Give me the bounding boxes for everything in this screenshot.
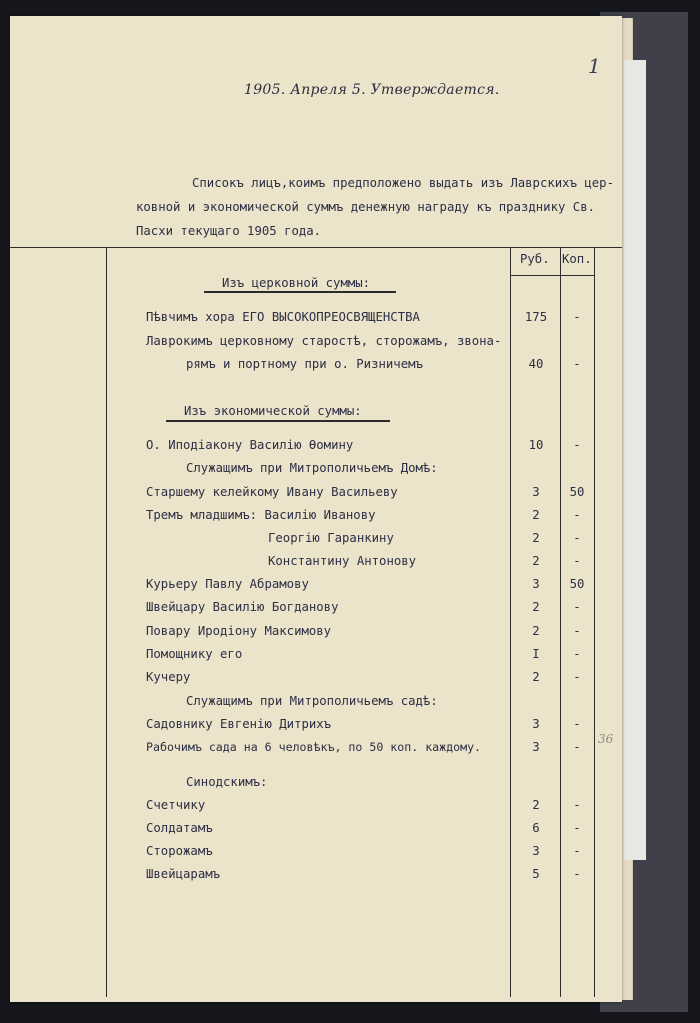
row-kop: - (573, 867, 581, 881)
row-rub: 2 (532, 531, 540, 545)
heading-line-3: Пасхи текущаго 1905 года. (136, 224, 322, 238)
row-text: Сторожамъ (146, 844, 213, 858)
row-kop: - (573, 821, 581, 835)
paper-strip (624, 60, 646, 860)
row-kop: - (573, 798, 581, 812)
row-text: Лаврокимъ церковному старостѣ, сторожамъ, звона- (146, 334, 502, 348)
row-text: Помощнику его (146, 647, 243, 661)
row-text: Пѣвчимъ хора ЕГО ВЫСОКОПРЕОСВЯЩЕНСТВА (146, 310, 420, 324)
pencil-note: 36 (598, 732, 614, 746)
row-rub: 2 (532, 798, 540, 812)
row-kop: - (573, 554, 581, 568)
section-church-title: Изъ церковной суммы: (222, 276, 371, 290)
row-text: Рабочимъ сада на 6 человѣкъ, по 50 коп. каждому. (146, 740, 482, 754)
heading-line-2: ковной и экономической суммъ денежную награду къ празднику Св. (136, 200, 596, 214)
row-kop: - (573, 670, 581, 684)
row-text: Кучеру (146, 670, 191, 684)
row-rub: 175 (524, 310, 548, 324)
rub-column-rule (510, 247, 511, 997)
column-header-rub: Руб. (520, 252, 550, 266)
heading-line-1: Списокъ лицъ,коимъ предположено выдать изъ Лаврскихъ цер- (192, 176, 614, 190)
row-kop: 50 (569, 485, 585, 499)
header-bottom-rule (510, 275, 594, 276)
row-kop: - (573, 508, 581, 522)
row-rub: I (532, 647, 540, 661)
kop-column-rule (560, 247, 561, 997)
document-heading (136, 171, 616, 243)
row-text: Георгію Гаранкину (268, 531, 394, 545)
row-text: Счетчику (146, 798, 206, 812)
row-kop: - (573, 717, 581, 731)
row-kop: - (573, 310, 581, 324)
row-rub: 40 (528, 357, 544, 371)
right-column-rule (594, 247, 595, 997)
section-church-underline (204, 291, 396, 293)
row-text: Константину Антонову (268, 554, 417, 568)
row-kop: - (573, 740, 581, 754)
row-text: Повару Иродіону Максимову (146, 624, 332, 638)
row-kop: - (573, 624, 581, 638)
row-rub: 3 (532, 844, 540, 858)
row-text: рямъ и портному при о. Ризничемъ (186, 357, 423, 371)
row-kop: - (573, 844, 581, 858)
row-rub: 5 (532, 867, 540, 881)
row-rub: 3 (532, 485, 540, 499)
row-text: Тремъ младшимъ: Василію Иванову (146, 508, 376, 522)
row-rub: 3 (532, 717, 540, 731)
row-kop: - (573, 531, 581, 545)
row-text: Швейцарамъ (146, 867, 221, 881)
section-econ-title: Изъ экономической суммы: (184, 404, 362, 418)
subsection-title: Синодскимъ: (186, 775, 268, 789)
row-text: Старшему келейкому Ивану Васильеву (146, 485, 398, 499)
row-text: Солдатамъ (146, 821, 213, 835)
subsection-title: Служащимъ при Митрополичьемъ Домѣ: (186, 461, 438, 475)
row-rub: 10 (528, 438, 544, 452)
row-rub: 3 (532, 577, 540, 591)
row-kop: - (573, 357, 581, 371)
row-kop: - (573, 600, 581, 614)
row-kop: 50 (569, 577, 585, 591)
table-top-rule (10, 247, 622, 248)
row-rub: 3 (532, 740, 540, 754)
row-rub: 2 (532, 670, 540, 684)
row-rub: 2 (532, 624, 540, 638)
row-text: О. Иподіакону Василію Ѳомину (146, 438, 354, 452)
row-text: Швейцару Василію Богданову (146, 600, 339, 614)
handwritten-date: 1905. Апреля 5. Утверждается. (244, 82, 500, 98)
section-econ-underline (166, 420, 390, 422)
row-kop: - (573, 438, 581, 452)
subsection-title: Служащимъ при Митрополичьемъ садѣ: (186, 694, 438, 708)
row-text: Садовнику Евгенію Дитрихъ (146, 717, 332, 731)
row-kop: - (573, 647, 581, 661)
page-number: 1 (588, 54, 601, 78)
row-rub: 6 (532, 821, 540, 835)
row-rub: 2 (532, 554, 540, 568)
row-text: Курьеру Павлу Абрамову (146, 577, 309, 591)
column-header-kop: Коп. (562, 252, 592, 266)
row-rub: 2 (532, 600, 540, 614)
row-rub: 2 (532, 508, 540, 522)
left-column-rule (106, 247, 107, 997)
